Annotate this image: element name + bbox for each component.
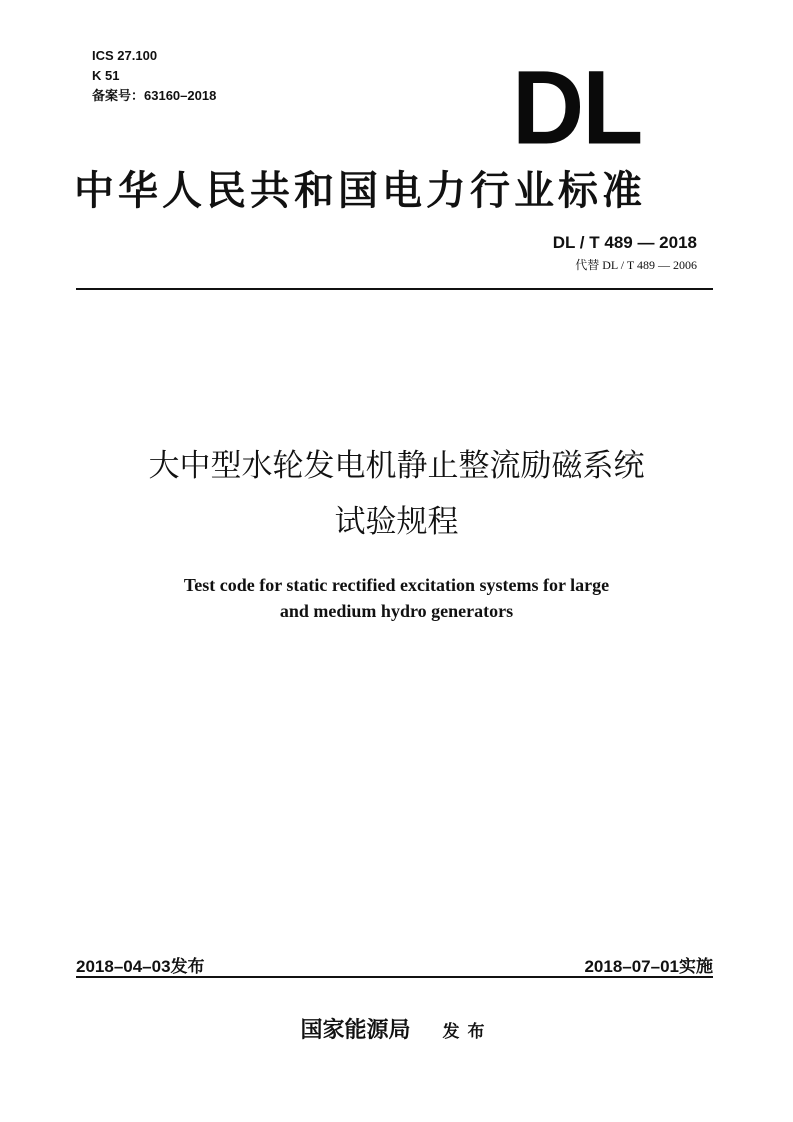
top-divider — [76, 288, 713, 290]
issuer-name: 国家能源局 — [300, 1017, 411, 1042]
dl-logo: DL — [512, 49, 642, 167]
chinese-title-line-2: 试验规程 — [334, 504, 459, 539]
organization-title: 中华人民共和国电力行业标准 — [74, 167, 646, 214]
ics-code: ICS 27.100 — [92, 48, 158, 63]
metadata-block — [92, 46, 216, 106]
chinese-title — [0, 438, 793, 550]
record-number: 备案号：63160–2018 — [92, 88, 217, 103]
english-title-line-2: and medium hydro generators — [279, 601, 514, 621]
bottom-divider — [76, 976, 713, 978]
replaces-standard: 代替 DL / T 489 — 2006 — [575, 258, 697, 272]
dates-row — [76, 952, 713, 977]
issuer-action: 发布 — [442, 1022, 493, 1041]
standard-number: DL / T 489 — 2018 — [552, 233, 697, 252]
issuer-line — [0, 1013, 793, 1044]
english-title — [0, 572, 793, 624]
issue-date: 2018–04–03发布 — [76, 957, 205, 976]
chinese-title-line-1: 大中型水轮发电机静止整流励磁系统 — [148, 448, 645, 483]
effective-date: 2018–07–01实施 — [584, 957, 713, 976]
classification-code: K 51 — [92, 68, 120, 83]
english-title-line-1: Test code for static rectified excitation systems for large — [183, 575, 610, 595]
